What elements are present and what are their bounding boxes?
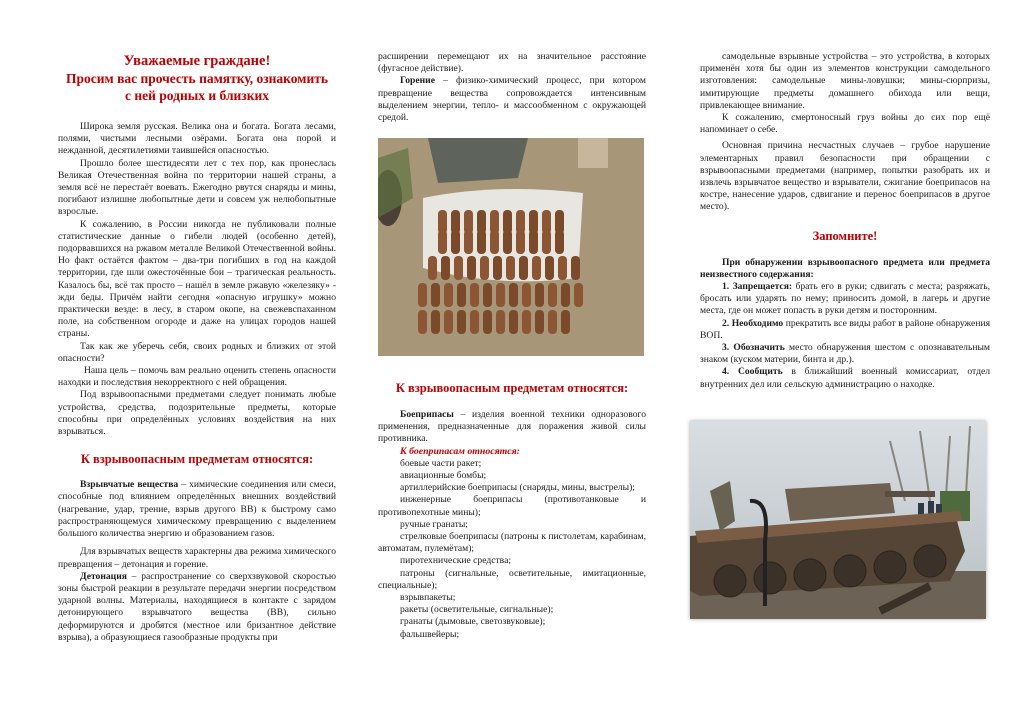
shell-shape bbox=[548, 310, 557, 334]
rule-text: в ближайший военный комиссариат, отдел внутренних дел или сельскую администрацию о находке. bbox=[700, 366, 990, 390]
shell-shape bbox=[490, 230, 499, 254]
rule-lead: 2. Необходимо bbox=[722, 317, 784, 329]
column-middle-lower bbox=[378, 381, 646, 641]
shell-shape bbox=[558, 256, 567, 280]
shell-shape bbox=[477, 230, 486, 254]
shell-shape bbox=[516, 230, 525, 254]
rule-item bbox=[700, 342, 990, 366]
list-item: ракеты (осветительные, сигнальные); bbox=[400, 604, 554, 616]
rule-item bbox=[700, 366, 990, 390]
shell-shape bbox=[441, 256, 450, 280]
shell-shape bbox=[535, 310, 544, 334]
detonation-definition bbox=[58, 571, 336, 644]
ammo-list bbox=[378, 458, 646, 641]
detonation-continuation: расширении перемещают их на значительное расстояние (фугасное действие). bbox=[378, 51, 646, 75]
rules-intro-text: При обнаружении взрывоопасного предмета или предмета неизвестного содержания: bbox=[700, 256, 990, 280]
shell-shape bbox=[535, 283, 544, 307]
shell-shape bbox=[522, 310, 531, 334]
shell-shape bbox=[532, 256, 541, 280]
burning-definition bbox=[378, 75, 646, 124]
shell-shape bbox=[480, 256, 489, 280]
rule-lead: 4. Сообщить bbox=[722, 366, 783, 378]
section-heading-ammo: К взрывоопасным предметам относятся: bbox=[395, 381, 629, 395]
page-title: Уважаемые граждане! bbox=[123, 53, 271, 69]
shell-shape bbox=[418, 283, 427, 307]
rule-lead: 1. Запрещается: bbox=[722, 281, 793, 293]
shell-shape bbox=[444, 283, 453, 307]
shell-shape bbox=[431, 283, 440, 307]
list-item: патроны (сигнальные, осветительные, имитационные, специальные); bbox=[378, 567, 646, 591]
column-left bbox=[58, 0, 336, 644]
rule-text: место обнаружения шестом с опознавательным знаком (куском материи, бинта и др.). bbox=[700, 342, 990, 366]
rule-text: прекратить все виды работ в районе обнаружения ВОП. bbox=[700, 317, 990, 341]
intro-paragraph-6: Под взрывоопасными предметами следует понимать любые устройства, средства, подозрительные предметы, которые способны при определённых условиях воздействия на них взрываться. bbox=[58, 389, 336, 438]
shell-shape bbox=[542, 230, 551, 254]
photo-tank-image bbox=[690, 421, 986, 619]
list-item: фальшвейеры; bbox=[400, 628, 460, 640]
page-subtitle-line1: Просим вас прочесть памятку, ознакомить bbox=[65, 71, 329, 86]
list-item: пиротехнические средства; bbox=[400, 555, 512, 567]
burning-def-text: – физико-химический процесс, при котором превращение вещества сопровождается интенсивным выделением энергии, тепло- и массообменном с окружающей средой. bbox=[378, 75, 646, 124]
shell-shape bbox=[496, 283, 505, 307]
list-item: артиллерийские боеприпасы (снаряды, мины, выстрелы); bbox=[400, 482, 635, 494]
shell-shape bbox=[470, 283, 479, 307]
ammo-def-text: – изделия военной техники одноразового применения, предназначенные для поражения живой силы противника. bbox=[378, 409, 646, 445]
intro-paragraph-2: Прошло более шестидесяти лет с тех пор, как пронеслась Великая Отечественная война по территории нашей страны, а земля всё не перестаёт воевать. Ежегодно рвутся снаряды и мины, погибают излишне любопытные дети и совсем уж нелюбопытные взрослые. bbox=[58, 157, 336, 218]
column-right bbox=[700, 0, 990, 391]
intro-paragraph-3: К сожалению, в России никогда не публиковали полные статистические данные о гибели людей (особенно детей), подорвавшихся на ржавом металле Великой Отечественной войны. Но факт остаётся фактом – два-три погибших в год на каждой территории, где шли ожесточённые бои – трагическая реальность. Казалось бы, всё так просто – нашёл в земле ржавую «железяку» - жди беды. Причём найти сегодня «опасную игрушку» можно практически везде: в лесу, в старом окопе, на свежевспаханном поле, на собственном огороде и даже на улицах городов нашей страны. bbox=[58, 218, 336, 340]
page-subtitle-line2: с ней родных и близких bbox=[124, 88, 270, 103]
shell-shape bbox=[529, 230, 538, 254]
shell-shape bbox=[561, 283, 570, 307]
remember-heading: Запомните! bbox=[812, 228, 878, 243]
shell-shape bbox=[522, 283, 531, 307]
explosives-term: Взрывчатые вещества bbox=[80, 479, 179, 491]
list-item: авиационные бомбы; bbox=[400, 470, 487, 482]
list-item: гранаты (дымовые, светозвуковые); bbox=[400, 616, 546, 628]
list-item: инженерные боеприпасы (противотанковые и противопехотные мины); bbox=[378, 494, 646, 518]
shell-shape bbox=[457, 283, 466, 307]
shell-shape bbox=[428, 256, 437, 280]
shell-shape bbox=[519, 256, 528, 280]
intro-paragraph-4: Так как же уберечь себя, своих родных и близких от этой опасности? bbox=[58, 340, 336, 364]
shell-shape bbox=[451, 230, 460, 254]
ammo-definition bbox=[378, 409, 646, 446]
shell-shape bbox=[418, 310, 427, 334]
shell-shape bbox=[457, 310, 466, 334]
rules-intro bbox=[700, 257, 990, 281]
detonation-term: Детонация bbox=[80, 570, 127, 582]
list-item: ручные гранаты; bbox=[400, 518, 468, 530]
reminder-paragraph: К сожалению, смертоносный груз войны до сих пор ещё напоминает о себе. bbox=[700, 112, 990, 136]
detonation-def-text: – распространение со сверхзвуковой скоростью зоны быстрой реакции в результате передачи энергии посредством ударной волны. Материалы, находящиеся в контакте с зарядом детонирующего взрывчатого вещества (ВВ), сильно деформируются и дробятся (местное или бризантное действие взрыва), а образующиеся газообразные продукты при bbox=[58, 570, 336, 643]
ammo-subheading: К боеприпасам относятся: bbox=[400, 445, 520, 457]
shell-shape bbox=[438, 230, 447, 254]
shell-shape bbox=[467, 256, 476, 280]
explosives-def-text: – химические соединения или смеси, способные под влиянием определённых внешних воздействий (нагревание, удар, трение, взрыв другого ВВ) к быстрому само распространяющемуся химическому превращению с выделением большого количества энергию и образованием газов. bbox=[58, 479, 337, 540]
shell-shape bbox=[483, 283, 492, 307]
photo-shells-image bbox=[378, 138, 644, 356]
shell-shape bbox=[503, 230, 512, 254]
column-middle bbox=[378, 0, 646, 124]
shell-shape bbox=[493, 256, 502, 280]
intro-paragraph-1: Широка земля русская. Велика она и богата. Богата лесами, полями, чистыми лесными озёрами. Богата она порой и нежданной, десятилетиями таившейся опасностью. bbox=[58, 121, 336, 157]
shell-shape bbox=[574, 283, 583, 307]
cause-paragraph: Основная причина несчастных случаев – грубое нарушение элементарных правил безопасности при обращении с взрывоопасными предметами (например, попытки разобрать их и извлечь взрывчатое вещество и взрыватели, сжигание боеприпасов на костре, нанесение ударов, сдвигание и перенос боеприпасов в другое место). bbox=[700, 140, 990, 213]
rule-lead: 3. Обозначить bbox=[722, 342, 785, 354]
shell-shape bbox=[509, 283, 518, 307]
shell-shape bbox=[545, 256, 554, 280]
shell-shape bbox=[509, 310, 518, 334]
list-item: боевые части ракет; bbox=[400, 457, 482, 469]
shell-shape bbox=[483, 310, 492, 334]
intro-paragraph-5: Наша цель – помочь вам реально оценить степень опасности находки и последствия некорректного с ней обращения. bbox=[58, 365, 336, 389]
list-item: взрывпакеты; bbox=[400, 592, 456, 604]
photo-shells bbox=[378, 138, 644, 356]
shell-shape bbox=[470, 310, 479, 334]
shell-shape bbox=[561, 310, 570, 334]
modes-paragraph: Для взрывчатых веществ характерны два режима химического превращения – детонация и горение. bbox=[58, 546, 336, 570]
burning-term: Горение bbox=[400, 75, 435, 87]
shell-shape bbox=[496, 310, 505, 334]
photo-tank bbox=[690, 421, 986, 619]
section-heading-explosives: К взрывоопасным предметам относятся: bbox=[80, 452, 314, 467]
shell-shape bbox=[444, 310, 453, 334]
rule-item bbox=[700, 281, 990, 318]
ammo-term: Боеприпасы bbox=[400, 409, 454, 420]
shell-shape bbox=[431, 310, 440, 334]
shell-shape bbox=[548, 283, 557, 307]
explosives-definition bbox=[58, 479, 336, 540]
shell-shape bbox=[464, 230, 473, 254]
rule-text: брать его в руки; сдвигать с места; разряжать, бросать или ударять по нему; приносить домой, в лагерь и другие места, где он может попасть в руки детям и посторонним. bbox=[700, 281, 990, 317]
shell-shape bbox=[555, 230, 564, 254]
shell-shape bbox=[454, 256, 463, 280]
rule-item bbox=[700, 318, 990, 342]
list-item: стрелковые боеприпасы (патроны к пистолетам, карабинам, автоматам, пулемётам); bbox=[378, 531, 646, 555]
shell-shape bbox=[506, 256, 515, 280]
ied-paragraph: самодельные взрывные устройства – это устройства, в которых применён хотя бы один из элементов конструкции самодельного изготовления: самодельные мины-ловушки; мины-сюрпризы, имитирующие предметы домашнего обихода или вещи, привлекающее внимание. bbox=[700, 51, 990, 111]
shell-shape bbox=[571, 256, 580, 280]
